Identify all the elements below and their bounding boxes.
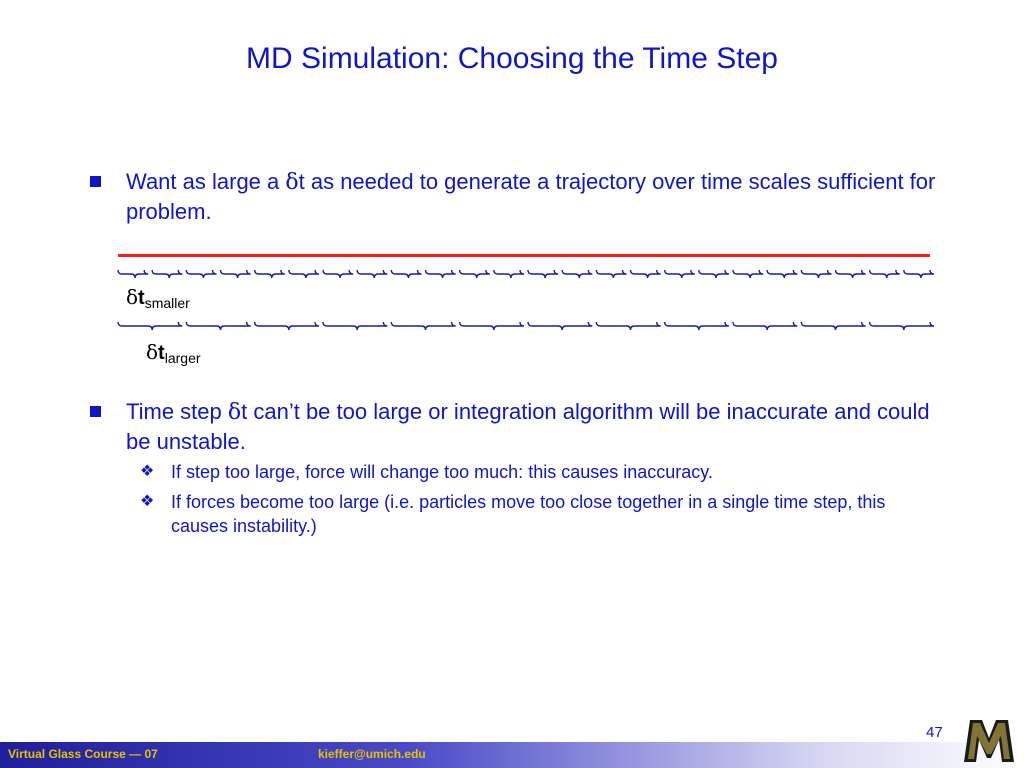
sub-bullet-text: If forces become too large (i.e. particles move too close together in a single time step, this causes instability.)	[171, 492, 886, 536]
brace	[186, 322, 250, 330]
brace	[596, 270, 626, 278]
brace	[836, 270, 866, 278]
dt-smaller-label: $\delta t_{smaller}$	[126, 285, 190, 311]
footer-email-link[interactable]: kieffer@umich.edu	[318, 747, 426, 761]
brace	[391, 270, 421, 278]
brace	[767, 270, 797, 278]
diamond-bullet-icon: ❖	[140, 463, 155, 480]
brace	[426, 270, 456, 278]
sub-bullet-item	[140, 490, 940, 538]
square-bullet-icon	[90, 406, 101, 417]
dt-larger-label: $\delta t_{larger}$	[146, 340, 201, 366]
brace	[528, 270, 558, 278]
sub-bullet-item	[140, 460, 940, 484]
small-step-braces	[118, 270, 934, 278]
brace	[118, 322, 182, 330]
brace	[733, 322, 797, 330]
brace	[152, 270, 182, 278]
brace	[870, 322, 934, 330]
brace	[460, 322, 524, 330]
slide-title: MD Simulation: Choosing the Time Step	[246, 42, 778, 75]
brace	[665, 322, 729, 330]
brace	[255, 322, 319, 330]
brace	[562, 270, 592, 278]
bullet-item	[90, 397, 950, 456]
bullet-text: Time step δt can’t be too large or integration algorithm will be inaccurate and could be unstable.	[126, 399, 930, 454]
university-logo-icon	[960, 712, 1018, 768]
brace	[494, 270, 524, 278]
brace	[699, 270, 729, 278]
brace	[596, 322, 660, 330]
brace	[904, 270, 934, 278]
brace	[323, 270, 353, 278]
brace	[801, 270, 831, 278]
brace	[801, 322, 865, 330]
brace	[289, 270, 319, 278]
diamond-bullet-icon: ❖	[140, 493, 155, 510]
brace	[528, 322, 592, 330]
brace	[118, 270, 148, 278]
brace	[323, 322, 387, 330]
brace	[733, 270, 763, 278]
brace	[460, 270, 490, 278]
brace	[665, 270, 695, 278]
brace	[870, 270, 900, 278]
brace	[357, 270, 387, 278]
brace	[255, 270, 285, 278]
sub-bullet-text: If step too large, force will change too much: this causes inaccuracy.	[171, 462, 713, 482]
large-step-braces	[118, 322, 934, 330]
footer-course: Virtual Glass Course — 07	[8, 747, 158, 761]
bullet-text: Want as large a δt as needed to generate a trajectory over time scales sufficient for problem.	[126, 169, 936, 224]
brace	[186, 270, 216, 278]
brace	[631, 270, 661, 278]
brace	[391, 322, 455, 330]
page-number: 47	[926, 724, 943, 741]
brace	[221, 270, 251, 278]
